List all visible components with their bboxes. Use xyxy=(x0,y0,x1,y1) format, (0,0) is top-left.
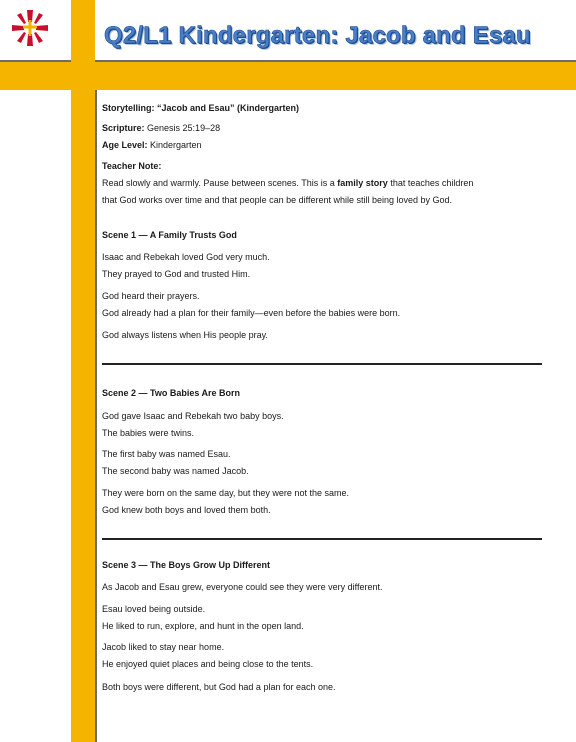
scene-2-line: God knew both boys and loved them both. xyxy=(102,505,271,515)
scene-3-heading: Scene 3 — The Boys Grow Up Different xyxy=(102,560,271,570)
scene-1-line: God always listens when His people pray. xyxy=(102,330,268,340)
age-line xyxy=(102,137,202,154)
scene-3-line: Esau loved being outside. xyxy=(102,604,206,614)
scene-2-line: The second baby was named Jacob. xyxy=(102,466,249,476)
scene-1-line: They prayed to God and trusted Him. xyxy=(102,269,251,279)
section-divider xyxy=(102,363,542,365)
scene-1-heading: Scene 1 — A Family Trusts God xyxy=(102,230,237,240)
scene-2-line: They were born on the same day, but they were not the same. xyxy=(102,488,349,498)
scene-3-line: Jacob liked to stay near home. xyxy=(102,642,225,652)
scene-3-line: Both boys were different, but God had a plan for each one. xyxy=(102,682,336,692)
teacher-note-text-end: that teaches children xyxy=(387,178,474,188)
age-value: Kindergarten xyxy=(150,140,202,150)
scene-1-line: God heard their prayers. xyxy=(102,291,200,301)
storytelling-heading: Storytelling: “Jacob and Esau” (Kindergarten) xyxy=(102,103,300,113)
scene-2-line: The babies were twins. xyxy=(102,428,195,438)
teacher-note-text: Read slowly and warmly. Pause between scenes. This is a xyxy=(102,178,338,188)
scene-2-line: God gave Isaac and Rebekah two baby boys. xyxy=(102,411,284,421)
vertical-bar xyxy=(71,0,95,742)
scene-3-line: He liked to run, explore, and hunt in the open land. xyxy=(102,621,304,631)
age-label: Age Level: xyxy=(102,140,148,150)
teacher-note-line-1 xyxy=(102,175,473,192)
scene-1-line: God already had a plan for their family—even before the babies were born. xyxy=(102,308,401,318)
page-title: Q2/L1 Kindergarten: Jacob and Esau xyxy=(104,22,531,49)
scripture-line xyxy=(102,120,220,137)
section-divider xyxy=(102,538,542,540)
teacher-note-line-2: that God works over time and that people can be different while still being loved by God. xyxy=(102,195,453,205)
scene-2-heading: Scene 2 — Two Babies Are Born xyxy=(102,388,241,398)
scripture-label: Scripture: xyxy=(102,123,145,133)
scene-3-line: As Jacob and Esau grew, everyone could see they were very different. xyxy=(102,582,383,592)
scripture-value: Genesis 25:19–28 xyxy=(147,123,221,133)
scene-1-line: Isaac and Rebekah loved God very much. xyxy=(102,252,270,262)
scene-2-line: The first baby was named Esau. xyxy=(102,449,231,459)
cross-flame-logo-icon xyxy=(10,8,50,48)
teacher-note-emphasis: family story xyxy=(337,178,388,188)
vertical-bar-edge xyxy=(95,90,97,742)
scene-3-line: He enjoyed quiet places and being close to the tents. xyxy=(102,659,314,669)
teacher-note-label: Teacher Note: xyxy=(102,161,162,171)
